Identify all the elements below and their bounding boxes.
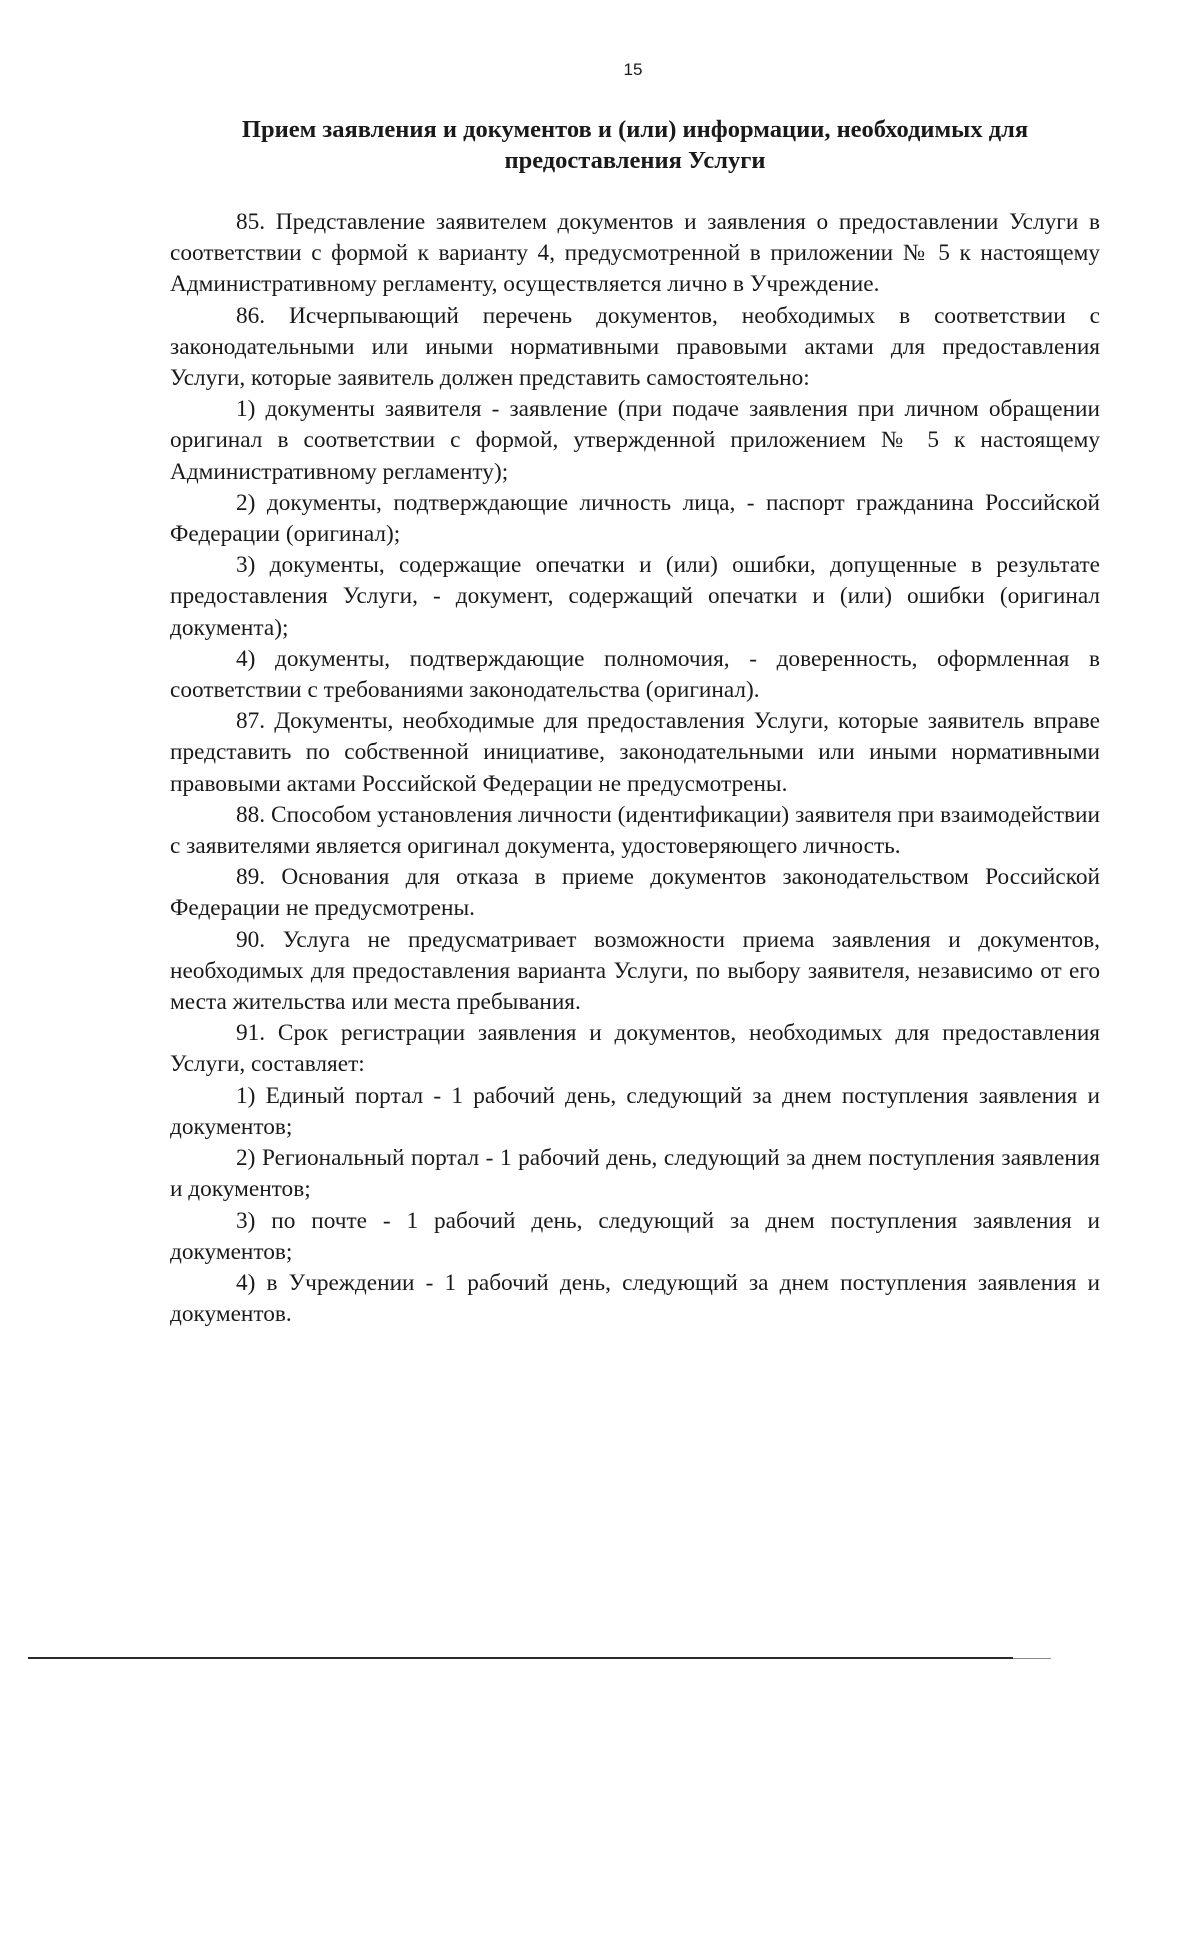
paragraph-90: 90. Услуга не предусматривает возможности приема заявления и документов, необходимых для предоставления варианта Услуги, по выбору заявителя, независимо от его места жительства или места пребывания. — [170, 926, 1100, 1016]
list-item-86-3: 3) документы, содержащие опечатки и (или) ошибки, допущенные в результате предоставления Услуги, - документ, содержащий опечатки и (или) ошибки (оригинал документа); — [170, 552, 1100, 641]
page-number: 15 — [623, 60, 643, 79]
section-title: Прием заявления и документов и (или) информации, необходимых для предоставления Услуги — [241, 116, 1029, 174]
paragraph-85: 85. Представление заявителем документов и заявления о предоставлении Услуги в соответствии с формой к варианту 4, предусмотренной в приложении № 5 к настоящему Административному регламенту, осуществляется лично в Учреждение. — [170, 209, 1100, 298]
paragraph-88: 88. Способом установления личности (идентификации) заявителя при взаимодействии с заявителями является оригинал документа, удостоверяющего личность. — [170, 801, 1100, 860]
paragraph-87: 87. Документы, необходимые для предоставления Услуги, которые заявитель вправе представить по собственной инициативе, законодательными или иными нормативными правовыми актами Российской Федерации не предусмотрены. — [170, 708, 1100, 797]
list-item-91-1: 1) Единый портал - 1 рабочий день, следующий за днем поступления заявления и документов; — [170, 1082, 1100, 1140]
list-item-86-2: 2) документы, подтверждающие личность лица, - паспорт гражданина Российской Федерации (оригинал); — [170, 489, 1100, 548]
list-item-91-3: 3) по почте - 1 рабочий день, следующий за днем поступления заявления и документов; — [170, 1207, 1100, 1265]
list-item-86-1: 1) документы заявителя - заявление (при подаче заявления при личном обращении оригинал в соответствии с формой, утвержденной приложением № 5 к настоящему Административному регламенту); — [170, 396, 1100, 485]
paragraph-89: 89. Основания для отказа в приеме документов законодательством Российской Федерации не предусмотрены. — [170, 864, 1100, 922]
body-text — [170, 207, 1100, 1330]
footer-divider-fade — [1013, 1658, 1051, 1659]
list-item-91-4: 4) в Учреждении - 1 рабочий день, следующий за днем поступления заявления и документов. — [170, 1269, 1100, 1328]
list-item-86-4: 4) документы, подтверждающие полномочия, - доверенность, оформленная в соответствии с требованиями законодательства (оригинал). — [170, 645, 1100, 704]
list-item-91-2: 2) Региональный портал - 1 рабочий день, следующий за днем поступления заявления и документов; — [170, 1145, 1100, 1203]
paragraph-86: 86. Исчерпывающий перечень документов, необходимых в соответствии с законодательными или иными нормативными правовыми актами для предоставления Услуги, которые заявитель должен представить самостоятельно: — [170, 302, 1100, 392]
paragraph-91: 91. Срок регистрации заявления и документов, необходимых для предоставления Услуги, составляет: — [170, 1020, 1100, 1078]
footer-divider — [28, 1657, 1013, 1659]
